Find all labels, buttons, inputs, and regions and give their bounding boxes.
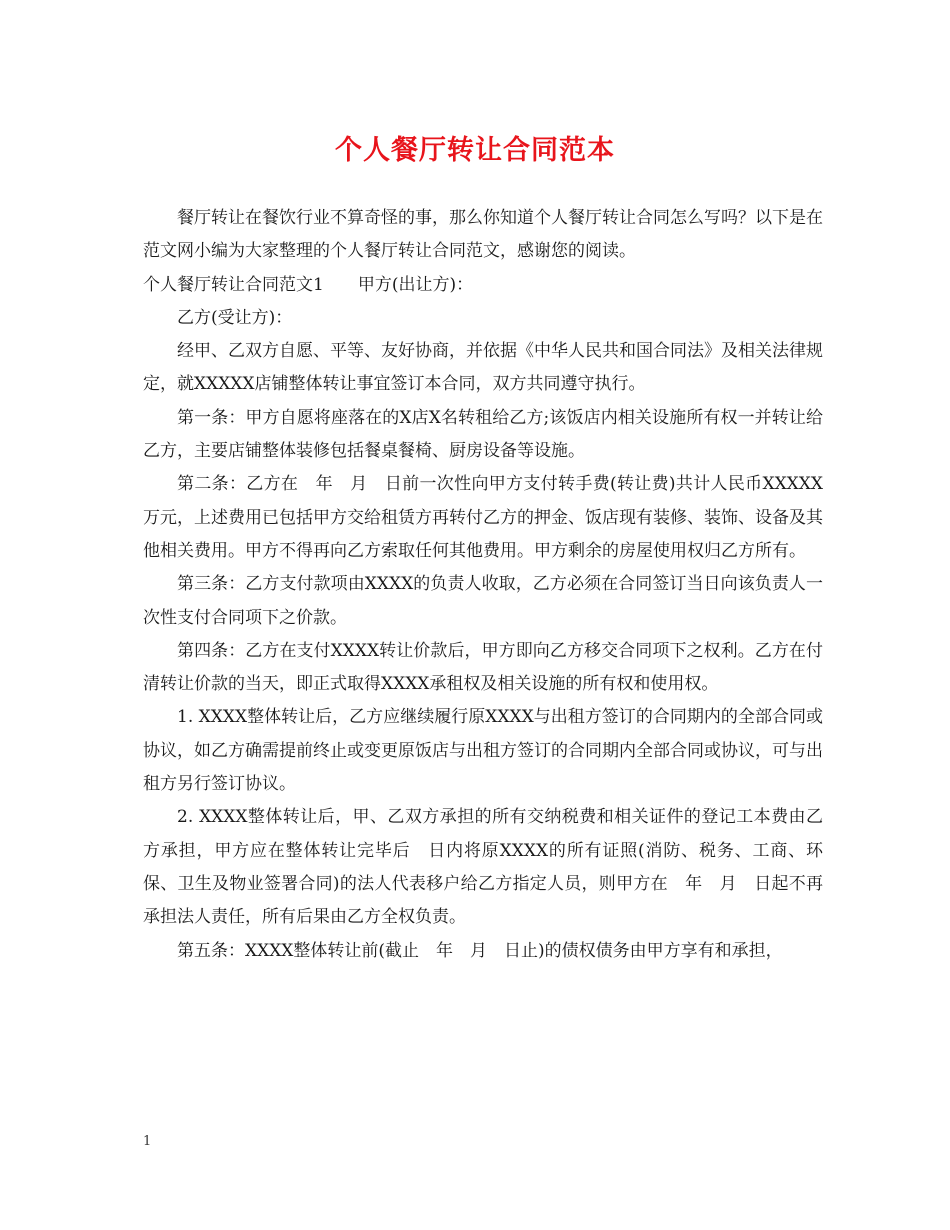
paragraph: 2. XXXX整体转让后，甲、乙双方承担的所有交纳税费和相关证件的登记工本费由乙方承担，甲方应在整体转让完毕后 日内将原XXXX的所有证照(消防、税务、工商、环保、卫生及物业签署合同)的法人代表移户给乙方指定人员，则甲方在 年 月 日起不再承担法人责任，所有后果由乙方全权负责。 — [143, 807, 823, 928]
paragraph: 第四条：乙方在支付XXXX转让价款后，甲方即向乙方移交合同项下之权利。乙方在付清转让价款的当天，即正式取得XXXX承租权及相关设施的所有权和使用权。 — [143, 640, 823, 695]
paragraph: 乙方(受让方)： — [177, 307, 293, 328]
paragraph: 第五条：XXXX整体转让前(截止 年 月 日止)的债权债务由甲方享有和承担， — [177, 940, 783, 961]
paragraph: 经甲、乙双方自愿、平等、友好协商，并依据《中华人民共和国合同法》及相关法律规定，就XXXXX店铺整体转让事宜签订本合同，双方共同遵守执行。 — [143, 341, 823, 395]
document-title: 个人餐厅转让合同范本 — [335, 135, 615, 166]
paragraph: 第一条：甲方自愿将座落在的X店X名转租给乙方;该饭店内相关设施所有权一并转让给乙方，主要店铺整体装修包括餐桌餐椅、厨房设备等设施。 — [143, 407, 823, 462]
page-number: 1 — [143, 1134, 152, 1149]
paragraph: 餐厅转让在餐饮行业不算奇怪的事，那么你知道个人餐厅转让合同怎么写吗？以下是在范文网小编为大家整理的个人餐厅转让合同范文，感谢您的阅读。 — [143, 208, 823, 262]
paragraph: 个人餐厅转让合同范文1 甲方(出让方)： — [143, 274, 474, 295]
paragraph: 1. XXXX整体转让后，乙方应继续履行原XXXX与出租方签订的合同期内的全部合同或协议，如乙方确需提前终止或变更原饭店与出租方签订的合同期内全部合同或协议，可与出租方另行签订协议。 — [143, 707, 823, 795]
document-body — [143, 202, 823, 968]
paragraph: 第二条：乙方在 年 月 日前一次性向甲方支付转手费(转让费)共计人民币XXXXX万元，上述费用已包括甲方交给租赁方再转付乙方的押金、饭店现有装修、装饰、设备及其他相关费用。甲方不得再向乙方索取任何其他费用。甲方剩余的房屋使用权归乙方所有。 — [143, 474, 823, 561]
paragraph: 第三条：乙方支付款项由XXXX的负责人收取，乙方必须在合同签订当日向该负责人一次性支付合同项下之价款。 — [143, 574, 823, 628]
